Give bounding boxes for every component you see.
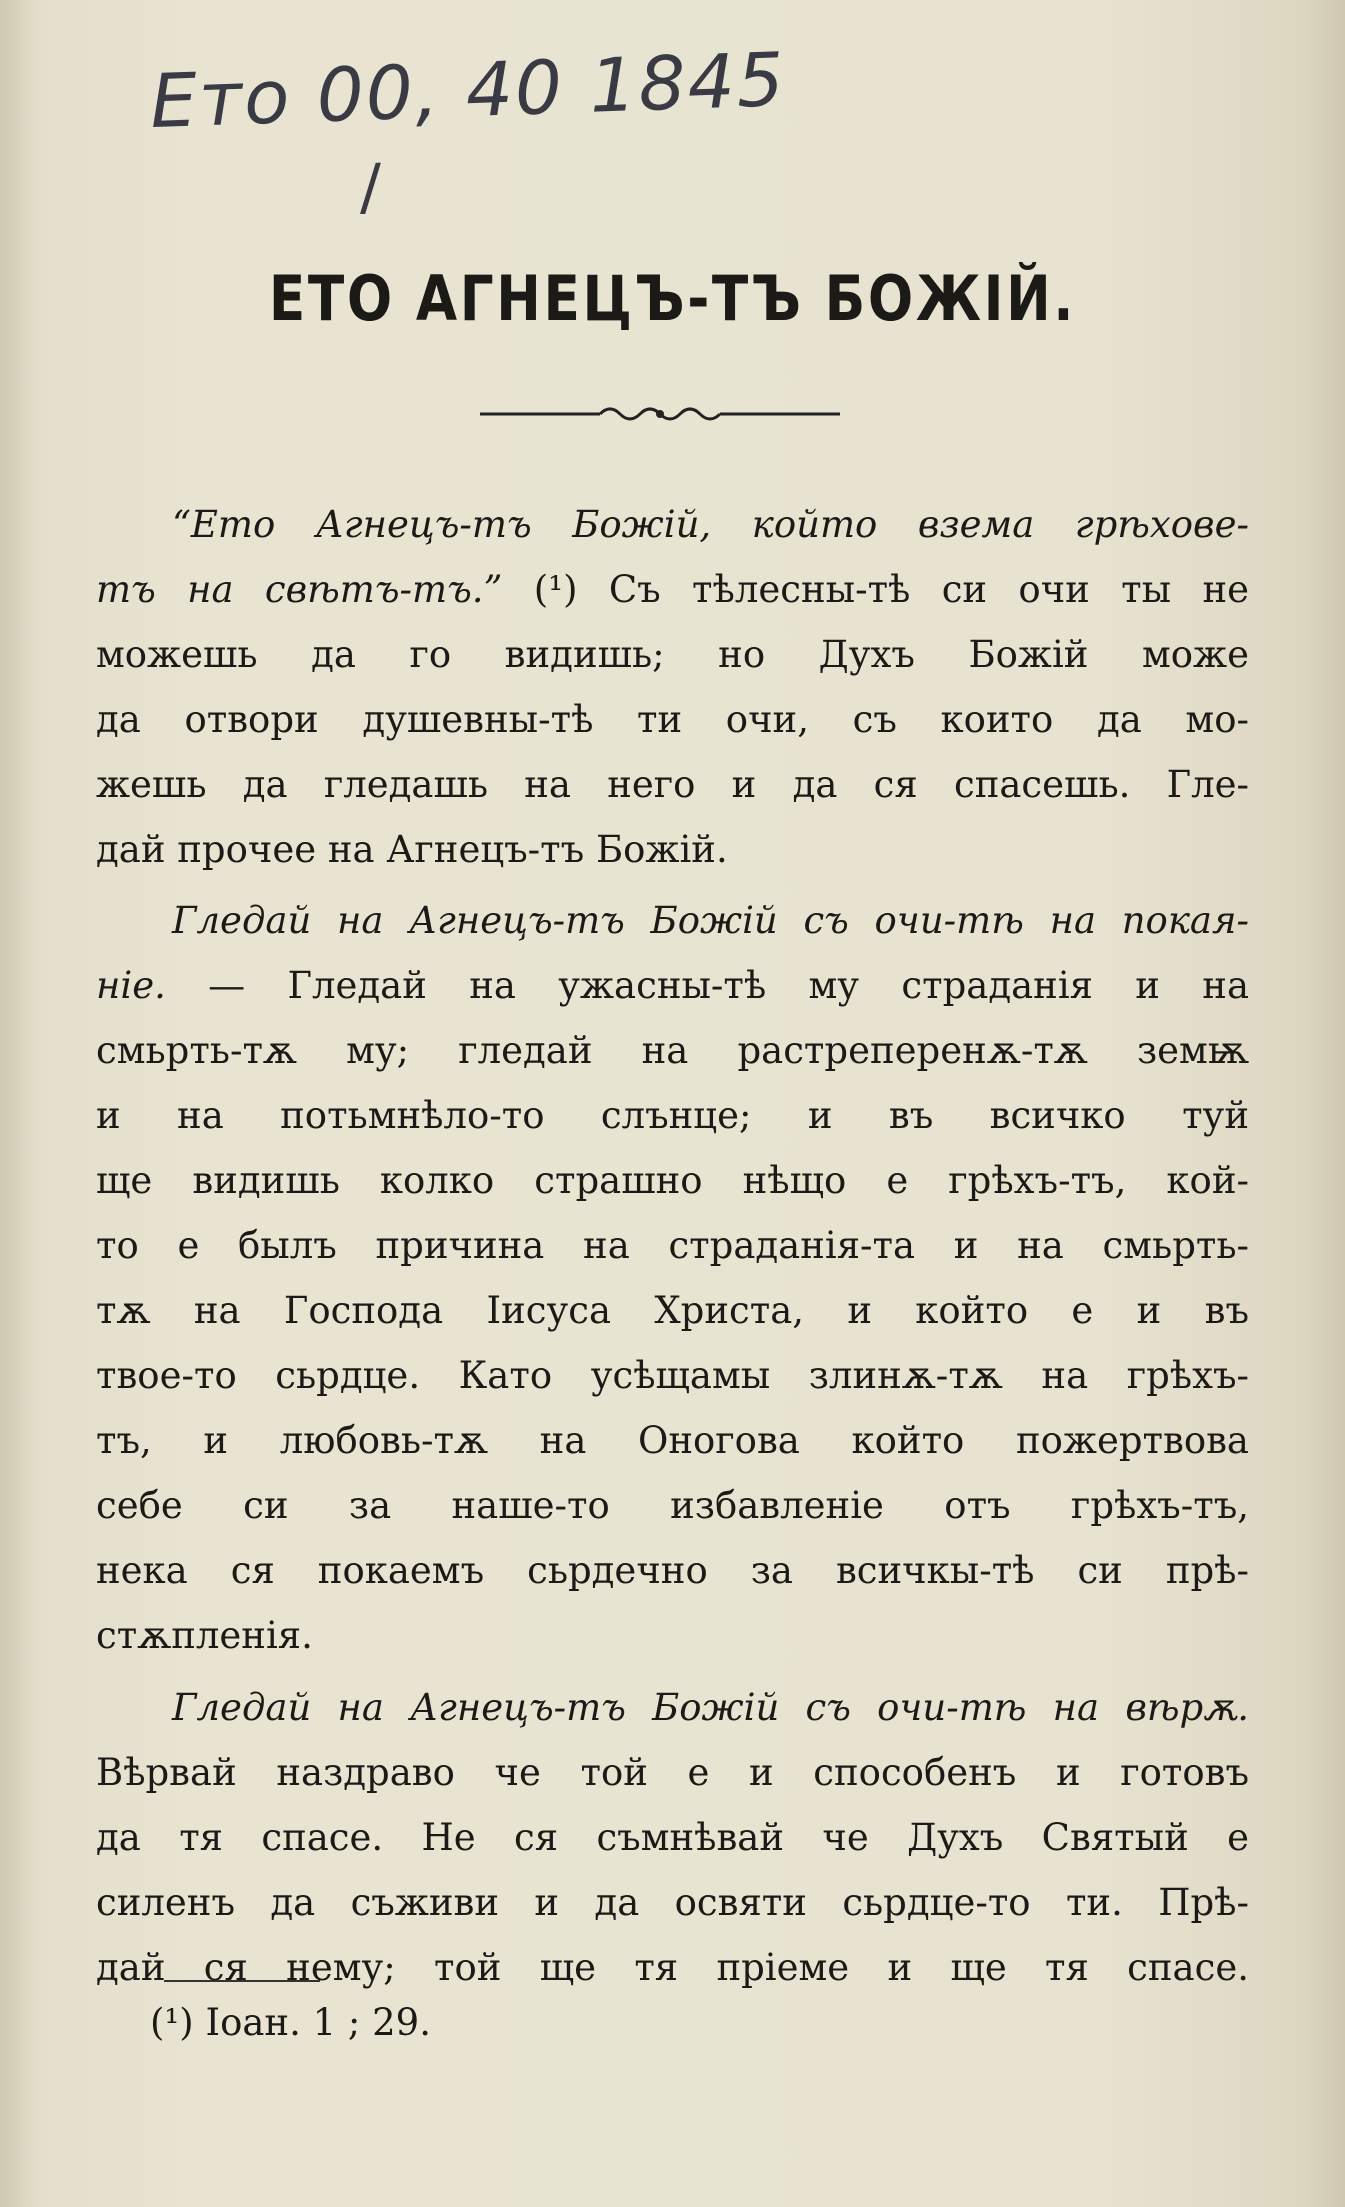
paragraph-line: нека ся покаемъ сьрдечно за всичкы-тѣ си прѣ- xyxy=(96,1549,1249,1592)
ornament-divider xyxy=(480,402,840,428)
paragraph-line: можешь да го видишь; но Духъ Божій може xyxy=(96,633,1249,676)
handwritten-shelfmark: Ето 00, 40 1845 xyxy=(148,36,788,146)
paragraph-line: силенъ да съживи и да освяти сьрдце-то ти. Прѣ- xyxy=(96,1881,1249,1924)
paragraph-line: себе си за наше-то избавленіе отъ грѣхъ-тъ, xyxy=(96,1484,1249,1527)
footnote-rule xyxy=(164,1980,320,1982)
page-title: ЕТО АГНЕЦЪ-ТЪ БОЖІЙ. xyxy=(268,262,1077,335)
footnote: (¹) Іоан. 1 ; 29. xyxy=(150,2001,431,2044)
paragraph-2 xyxy=(96,888,1249,1668)
paragraph-line: Гледай на Агнецъ-тъ Божій съ очи-тѣ на покая- xyxy=(172,899,1249,942)
paragraph-line: и на потьмнѣло-то слънце; и въ всичко туй xyxy=(96,1094,1249,1137)
paragraph-line: стѫпленія. xyxy=(96,1614,313,1657)
paragraph-line: ще видишь колко страшно нѣщо е грѣхъ-тъ, кой- xyxy=(96,1159,1249,1202)
paragraph-line: Вѣрвай наздраво че той е и способенъ и готовъ xyxy=(96,1751,1249,1794)
paragraph-line: тѫ на Господа Іисуса Христа, и който е и въ xyxy=(96,1289,1249,1332)
paragraph-line: жешь да гледашь на него и да ся спасешь. Гле- xyxy=(96,763,1249,806)
paragraph-line: ніе. — Гледай на ужасны-тѣ му страданія и на xyxy=(96,964,1249,1007)
paragraph-line: тъ, и любовь-тѫ на Оногова който пожертвова xyxy=(96,1419,1249,1462)
paragraph-1 xyxy=(96,492,1249,882)
paragraph-line: дай прочее на Агнецъ-тъ Божій. xyxy=(96,828,728,871)
paragraph-line: Гледай на Агнецъ-тъ Божій съ очи-тѣ на вѣрѫ. xyxy=(172,1686,1249,1729)
paragraph-line: тъ на свѣтъ-тъ.” (¹) Съ тѣлесны-тѣ си очи ты не xyxy=(96,568,1249,611)
paragraph-line: твое-то сьрдце. Като усѣщамы злинѫ-тѫ на грѣхъ- xyxy=(96,1354,1249,1397)
paragraph-line: “Ето Агнецъ-тъ Божій, който взема грѣхове- xyxy=(172,503,1249,546)
paragraph-line: то е былъ причина на страданія-та и на смьрть- xyxy=(96,1224,1249,1267)
paragraph-line: да тя спасе. Не ся съмнѣвай че Духъ Святый е xyxy=(96,1816,1249,1859)
paragraph-3 xyxy=(96,1675,1249,2000)
handwritten-mark: / xyxy=(360,150,381,223)
paragraph-line: да отвори душевны-тѣ ти очи, съ които да мо- xyxy=(96,698,1249,741)
paragraph-line: дай ся нему; той ще тя пріеме и ще тя спасе. xyxy=(96,1946,1249,1989)
paragraph-line: смьрть-тѫ му; гледай на растреперенѫ-тѫ земѭ xyxy=(96,1029,1249,1072)
